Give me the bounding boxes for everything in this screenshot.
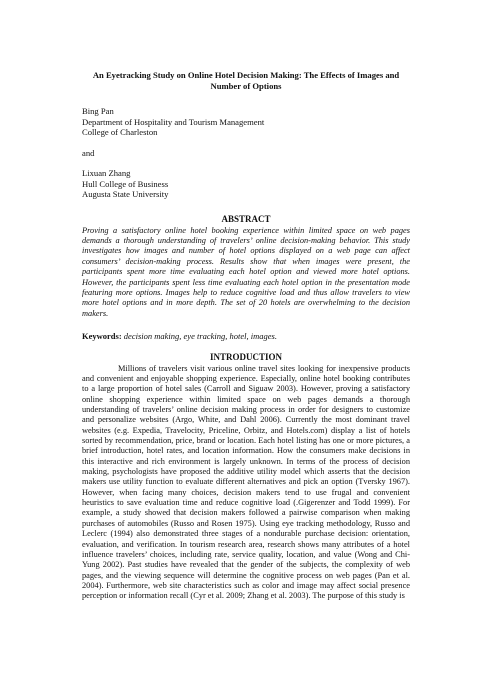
author-block-2 (82, 168, 410, 200)
keywords-line (82, 331, 410, 342)
paper-title: An Eyetracking Study on Online Hotel Decision Making: The Effects of Images and Number of Options (92, 70, 400, 91)
author-block-1 (82, 106, 410, 138)
author-institution: College of Charleston (82, 127, 158, 137)
author-department: Department of Hospitality and Tourism Management (82, 116, 265, 127)
and-connector: and (82, 147, 95, 158)
introduction-body: Millions of travelers visit various online travel sites looking for inexpensive products and convenient and enjoyable shopping experience. Especially, online hotel booking contributes to a large proportion of hotel sales (Carroll and Siguaw 2003). However, proving a satisfactory online shopping experience within limited space on web pages demands a thorough understanding of travelers’ online decision making process in order for designers to customize and personalize websites (Argo, White, and Dahl 2006). Currently the most dominant travel websites (e.g. Expedia, Travelocity, Priceline, Orbitz, and Hotels.com) display a list of hotels sorted by recommendation, price, brand or location. Each hotel listing has one or more pictures, a brief introduction, hotel rates, and location information. How the consumers make decisions in this interactive and rich environment is largely unknown. In terms of the process of decision making, psychologists have proposed the additive utility model which asserts that the decision makers use utility function to evaluate different alternatives and pick an option (Tversky 1967). However, when facing many choices, decision makers tend to use frugal and convenient heuristics to save evaluation time and reduce cognitive load (.Gigerenzer and Todd 1999). For example, a study showed that decision makers followed a pairwise comparison when making purchases of automobiles (Russo and Rosen 1975). Using eye tracking methodology, Russo and Leclerc (1994) also demonstrated three stages of a nondurable purchase decision: orientation, evaluation, and verification. In tourism research area, research shows many attributes of a hotel influence travelers’ choices, including rate, service quality, location, and value (Wong and Chi-Yung 2002). Past studies have revealed that the gender of the subjects, the complexity of web pages, and the viewing sequence will determine the cognitive process on web pages (Pan et al. 2004). Furthermore, web site characteristics such as color and image may affect social presence perception or information recall (Cyr et al. 2009; Zhang et al. 2003). The purpose of this study is (82, 363, 410, 601)
author-name: Lixuan Zhang (82, 168, 131, 178)
keywords-value: decision making, eye tracking, hotel, images. (123, 331, 277, 342)
author-department: Hull College of Business (82, 178, 169, 189)
abstract-body: Proving a satisfactory online hotel booking experience within limited space on web pages demands a thorough understanding of travelers’ online decision-making behavior. This study investigates how images and number of hotel options displayed on a web page can affect consumers’ decision-making process. Results show that when images were present, the participants spent more time evaluating each hotel option and viewed more hotel options. However, the participants spent less time evaluating each hotel option in the presentation mode featuring more options. Images help to reduce cognitive load and thus allow travelers to view more hotel options and in more depth. The set of 20 hotels are overwhelming to the decision makers. (82, 225, 410, 318)
abstract-heading: ABSTRACT (221, 213, 271, 224)
keywords-label: Keywords: (82, 331, 122, 342)
author-name: Bing Pan (82, 106, 114, 116)
introduction-heading: INTRODUCTION (209, 351, 282, 362)
author-institution: Augusta State University (82, 189, 169, 199)
